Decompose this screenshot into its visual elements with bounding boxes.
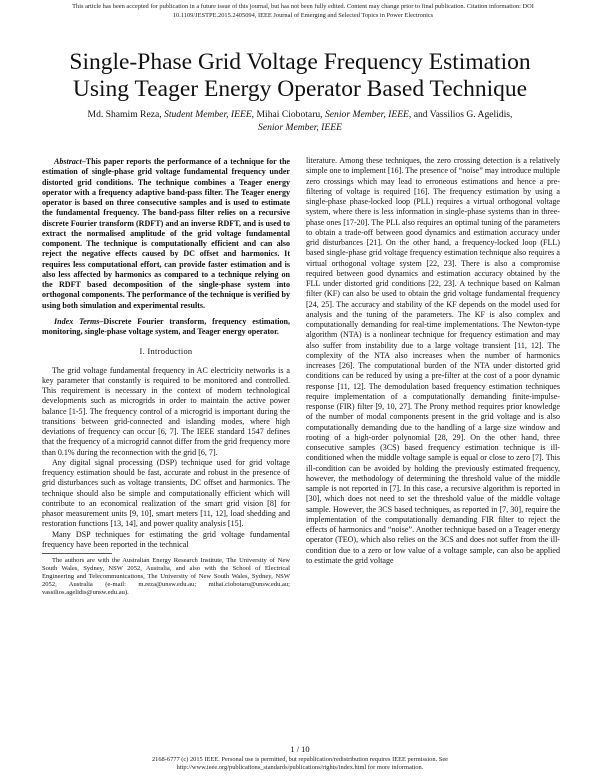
copyright-footer	[60, 756, 540, 773]
paper-title	[30, 49, 570, 103]
right-column-text: literature. Among these techniques, the zero crossing detection is a relatively simple one to implement [16]. The presence of “noise” may introduce multiple zero crossings which may lead to erroneous estimations and hence a pre-filtering of voltage is required [16]. The frequency estimation by using a single-phase phase-locked loop (PLL) requires a virtual orthogonal voltage system, where there is less information in single-phase systems than in three-phase ones [17-20]. The PLL also requires an optimal tuning of the parameters to obtain a trade-off between good dynamics and estimation accuracy under grid disturbances [21]. On the other hand, a frequency-locked loop (FLL) based single-phase grid voltage frequency estimation technique also requires a virtual orthogonal voltage system [22, 23]. There is also a compromise required between good dynamics and estimation accuracy obtained by the FLL under distorted grid conditions [22, 23]. A technique based on Kalman filter (KF) can also be used to obtain the grid voltage fundamental frequency [24, 25]. The accuracy and stability of the KF depends on the model used for analysis and the tuning of the parameters. The KF is also complex and computationally demanding for real-time implementations. The Newton-type algorithm (NTA) is a nonlinear technique for frequency estimation and may also suffer from instability due to a large voltage transient [11, 12]. The complexity of the NTA also increases when the number of harmonics increases [26]. The computational burden of the NTA under distorted grid conditions can be reduced by using a pre-filter at the cost of a poor dynamic response [11, 12]. The demodulation based frequency estimation techniques require implementation of a computationally demanding finite-impulse-response (FIR) filter [9, 10, 27]. The Prony method requires prior knowledge of the number of modal components present in the grid voltage and is also computationally demanding due to the handling of a large size window and rooting of a high-order polynomial [28, 29]. On the other hand, three consecutive samples (3CS) based frequency estimation technique is ill-conditioned when the middle voltage sample is equal or close to zero [7]. This ill-condition can be avoided by holding the previously estimated frequency, however, the methodology of determining the threshold value of the middle sample is not reported in [7]. In this case, a recursive algorithm is reported in [30], which does not need to set the threshold value of the middle voltage sample. However, the 3CS based techniques, as reported in [7, 30], require the implementation of the computationally demanding FIR filter to reject the effects of harmonics and “noise”. Another technique based on a Teager energy operator (TEO), which also relies on the 3CS and does not suffer from the ill-condition due to a zero or low value of a voltage sample, can also be applied to estimate the grid voltage	[306, 156, 560, 565]
author-3-name: and Vassilios G. Agelidis,	[413, 109, 513, 120]
index-terms-lead: Index Terms	[54, 316, 100, 326]
prepublication-notice	[26, 3, 580, 20]
author-affiliation-footnote: The authors are with the Australian Energy Research Institute, The University of New South Wales, Sydney, NSW 2052, Australia, and also with the School of Electrical Engineering and Telecommunications, The University of New South Wales, Sydney, NSW 2052, Australia (e-mail: m.reza@unsw.edu.au; mihai.ciobotaru@unsw.edu.au; vassilios.agelidis@unsw.edu.au).	[42, 557, 290, 597]
intro-paragraph-3: Many DSP techniques for estimating the grid voltage fundamental frequency have been reported in the technical	[42, 529, 290, 549]
index-terms	[42, 317, 290, 338]
abstract-lead: Abstract	[54, 157, 82, 166]
author-1-role: Student Member, IEEE,	[164, 109, 255, 120]
page-number: 1 / 10	[290, 744, 310, 754]
abstract-text: –This paper reports the performance of a technique for the estimation of single-phase grid voltage fundamental frequency under distorted grid conditions. The technique combines a Teager energy operator with a frequency adaptive band-pass filter. The Teager energy operator is based on three consecutive samples and is used to estimate the fundamental frequency. The band-pass filter relies on a recursive discrete Fourier transform (RDFT) and an inverse RDFT, and is used to extract the normalised amplitude of the grid voltage fundamental component. The technique is computationally efficient and can also reject the negative effects caused by DC offset and harmonics. It requires less computational effort, can provide faster estimation and is also less affected by harmonics as compared to a technique relying on the RDFT based decomposition of the single-phase system into orthogonal components. The performance of the technique is verified by using both simulation and experimental results.	[42, 157, 290, 310]
abstract	[42, 157, 290, 311]
author-3-role: Senior Member, IEEE	[258, 122, 342, 133]
right-column	[306, 156, 560, 566]
author-2-name: Mihai Ciobotaru,	[256, 109, 323, 120]
notice-line-2: 10.1109/JESTPE.2015.2405094, IEEE Journal of Emerging and Selected Topics in Power Electronics	[172, 11, 434, 19]
footer-line-2: http://www.ieee.org/publications_standards/publications/rights/index.html for more information.	[176, 764, 424, 772]
index-terms-text: –Discrete Fourier transform, frequency estimation, monitoring, single-phase voltage system, and Teager energy operator.	[42, 316, 291, 336]
author-1-name: Md. Shamim Reza,	[87, 109, 162, 120]
title-line-2: Using Teager Energy Operator Based Technique	[72, 76, 528, 102]
notice-line-1: This article has been accepted for publication in a future issue of this journal, but has not been fully edited. Content may change prior to final publication. Citation information: DOI	[72, 3, 534, 10]
footnote-divider	[42, 553, 112, 554]
intro-paragraph-2: Any digital signal processing (DSP) technique used for grid voltage frequency estimation should be fast, accurate and robust in the presence of grid disturbances such as voltage transients, DC offset and harmonics. The technique should also be simple and computationally efficient which will contribute to an economical realization of the smart grid vision [8] for phasor measurement units [9, 10], smart meters [11, 12], load shedding and restoration functions [13, 14], and power quality analysis [15].	[42, 457, 290, 529]
section-heading-introduction: I. Introduction	[139, 347, 193, 357]
author-2-role: Senior Member, IEEE,	[325, 109, 412, 120]
footer-line-1: 2168-6777 (c) 2015 IEEE. Personal use is permitted, but republication/redistribution requires IEEE permission. See	[151, 756, 449, 763]
intro-paragraph-1: The grid voltage fundamental frequency in AC electricity networks is a key parameter that constantly is required to be monitored and controlled. This requirement is necessary in the context of modern technological developments such as microgrids in order to maintain the active power balance [1-5]. The frequency control of a microgrid is important during the transitions between grid-connected and islanding modes, where high deviations of frequency can occur [6, 7]. The IEEE standard 1547 defines that the frequency of a microgrid cannot differ from the grid frequency more than 0.1% during the reconnection with the grid [6, 7].	[42, 365, 290, 457]
title-line-1: Single-Phase Grid Voltage Frequency Estimation	[69, 49, 531, 75]
left-column	[42, 157, 290, 597]
author-list	[40, 108, 560, 134]
